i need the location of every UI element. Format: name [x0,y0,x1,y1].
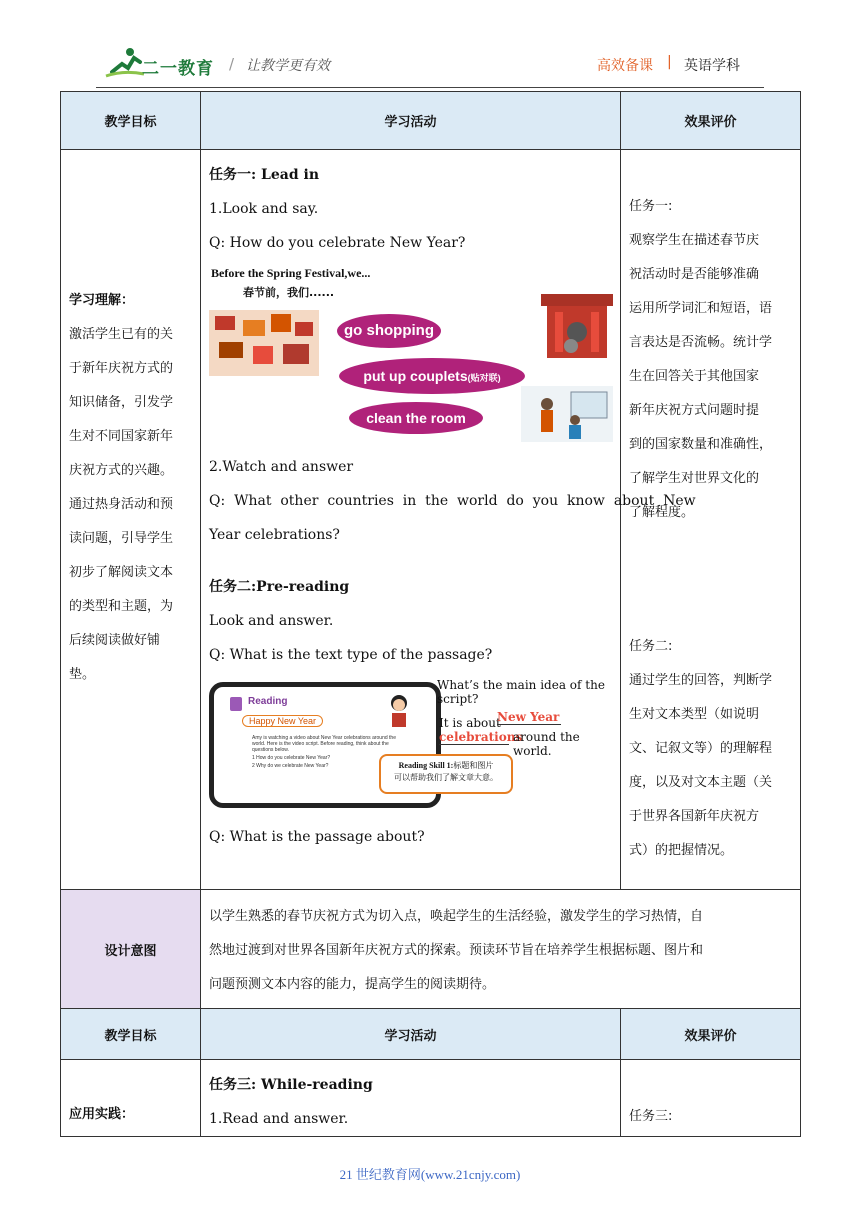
task3-step: 1.Read and answer. [209,1111,349,1127]
header-label-prep: 高效备课 [597,58,653,74]
design-cell [201,890,801,1009]
eval2-line: 文、记叙文等）的理解程 [629,741,773,756]
activity-cell-2 [201,1060,621,1137]
table-row-application [61,1060,801,1137]
pre-reading-image [209,678,613,814]
around-the-world: around the world. [513,730,580,758]
goal-line: 的类型和主题，为 [69,599,174,614]
eval2-line: 通过学生的回答，判断学 [629,673,773,688]
eval1-line: 了解学生对世界文化的 [629,471,760,486]
eval2-line: 式）的把握情况。 [629,843,734,858]
it-is-about: It is about [439,716,501,730]
answer-celebrations: celebrations [439,730,523,744]
design-line: 然地过渡到对世界各国新年庆祝方式的探索。预读环节旨在培养学生根据标题、图片和 [209,943,704,958]
design-label: 设计意图 [61,890,201,1009]
goal-cell [61,150,201,890]
goal-title: 学习理解： [69,293,135,308]
goal-line: 于新年庆祝方式的 [69,361,174,376]
goal-line: 初步了解阅读文本 [69,565,174,580]
pill-go-shopping: go shopping [337,314,441,348]
logo-text: 二一教育 [142,59,214,79]
reading-label: Reading [248,696,288,707]
eval1-line: 言表达是否流畅。统计学 [629,335,773,350]
eval1-line: 了解程度。 [629,505,695,520]
goal-line: 通过热身活动和预 [69,497,174,512]
task1-title: 任务一: Lead in [209,167,320,183]
cleaning-scene-icon [521,386,613,442]
task1-question2-line1: Q: What other countries in the world do you know about New [209,493,696,509]
goal-line: 垫。 [69,667,96,682]
evaluation-cell-2 [621,1060,801,1137]
table-row-design [61,890,801,1009]
eval1-line: 祝活动时是否能够准确 [629,267,760,282]
eval2-line: 于世界各国新年庆祝方 [629,809,760,824]
header-activity-2: 学习活动 [201,1009,621,1060]
lesson-table [60,91,801,1137]
script-description: Amy is watching a video about New Year celebrations around the world. Here is the video script. Before reading, think about the questions below. [252,735,396,753]
happy-new-year-tag: Happy New Year [242,715,323,727]
task2-title: 任务二:Pre-reading [209,579,350,595]
goal-line: 读问题，引导学生 [69,531,174,546]
goal-line: 激活学生已有的关 [69,327,174,342]
reading-skill-text-b: 可以帮助我们了解文章大意。 [394,773,498,782]
task1-question2-line2: Year celebrations? [209,527,340,543]
pill-clean-the-room: clean the room [349,402,483,434]
eval2-line: 度，以及对文本主题（关 [629,775,773,790]
slogan: 让教学更有效 [246,58,330,74]
header-goal-2: 教学目标 [61,1009,201,1060]
task2-question2: Q: What is the passage about? [209,829,425,845]
header-activity: 学习活动 [201,92,621,150]
page-header [0,0,860,92]
goal-cell-2 [61,1060,201,1137]
goal-line: 生对不同国家新年 [69,429,174,444]
header-divider: | [667,54,672,70]
task2-step: Look and answer. [209,613,334,629]
header-rule [96,87,764,88]
header-label-subject: 英语学科 [684,58,740,74]
reading-skill-title: Reading Skill 1: [398,761,454,770]
slogan-divider: / [229,55,235,73]
eval1-line: 运用所学词汇和短语，语 [629,301,773,316]
eval1-line: 观察学生在描述春节庆 [629,233,760,248]
header-goal: 教学目标 [61,92,201,150]
eval2-title: 任务二: [629,639,673,654]
book-icon [230,697,242,711]
eval3-title: 任务三: [629,1109,673,1124]
task1-step2: 2.Watch and answer [209,459,354,475]
answer-new-year: New Year [497,710,560,724]
design-line: 以学生熟悉的春节庆祝方式为切入点，唤起学生的生活经验，激发学生的学习热情，自 [209,909,704,924]
couplets-scene-icon [541,294,613,358]
pill-put-up-couplets [339,358,525,394]
goal-line: 知识储备，引发学 [69,395,174,410]
shopping-scene-icon [209,310,319,376]
eval1-line: 新年庆祝方式问题时提 [629,403,760,418]
eval1-line: 到的国家数量和准确性， [629,437,773,452]
script-question-1: 1 How do you celebrate New Year? [252,755,331,761]
task2-question: Q: What is the text type of the passage? [209,647,493,663]
evaluation-cell [621,150,801,890]
script-question-2: 2 Why do we celebrate New Year? [252,763,329,769]
header-evaluation: 效果评价 [621,92,801,150]
reading-skill-box [379,754,513,794]
goal-title-2: 应用实践： [69,1107,135,1122]
page-footer: 21 世纪教育网(www.21cnjy.com) [339,1167,521,1182]
eval1-title: 任务一: [629,199,673,214]
eval2-line: 生对文本类型（如说明 [629,707,760,722]
table-row-understanding [61,150,801,890]
goal-line: 后续阅读做好铺 [69,633,161,648]
task1-question1: Q: How do you celebrate New Year? [209,235,466,251]
table-header-row-2 [61,1009,801,1060]
reading-skill-text-a: 标题和图片 [453,761,494,770]
student-avatar-icon [386,693,412,729]
design-line: 问题预测文本内容的能力，提高学生的阅读期待。 [209,977,496,992]
image-title: Before the Spring Festival,we... [211,266,371,280]
eval1-line: 生在回答关于其他国家 [629,369,760,384]
header-evaluation-2: 效果评价 [621,1009,801,1060]
image-subtitle: 春节前，我们...... [243,286,335,299]
task3-title: 任务三: While-reading [209,1077,373,1093]
pill-put-up-couplets-text: put up couplets [363,368,468,384]
goal-line: 庆祝方式的兴趣。 [69,463,174,478]
spring-festival-image [209,262,613,450]
table-header-row [61,92,801,150]
main-idea-question: What’s the main idea of the script? [437,678,605,706]
pill-put-up-couplets-note: (贴对联) [467,373,501,383]
task1-step1: 1.Look and say. [209,201,319,217]
